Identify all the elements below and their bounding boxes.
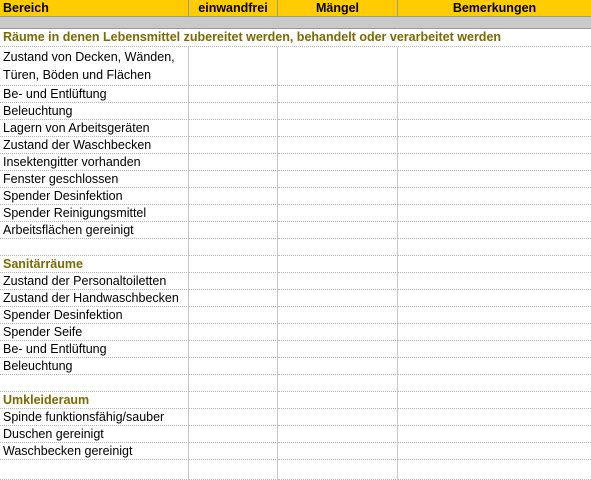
table-cell[interactable] bbox=[189, 17, 278, 29]
maengel-cell[interactable] bbox=[278, 120, 398, 137]
maengel-cell[interactable] bbox=[278, 341, 398, 358]
table-row bbox=[0, 205, 591, 222]
bemerkungen-cell[interactable] bbox=[398, 409, 591, 426]
table-row bbox=[0, 409, 591, 426]
maengel-cell[interactable] bbox=[278, 86, 398, 103]
bemerkungen-cell[interactable] bbox=[398, 86, 591, 103]
table-row bbox=[0, 426, 591, 443]
item-label[interactable]: Spender Reinigungsmittel bbox=[0, 205, 189, 222]
table-cell[interactable] bbox=[189, 460, 278, 480]
table-row bbox=[0, 171, 591, 188]
maengel-cell[interactable] bbox=[278, 273, 398, 290]
maengel-cell[interactable] bbox=[278, 47, 398, 86]
einwandfrei-cell[interactable] bbox=[189, 290, 278, 307]
header-bereich[interactable]: Bereich bbox=[0, 0, 189, 17]
table-row bbox=[0, 307, 591, 324]
bemerkungen-cell[interactable] bbox=[398, 154, 591, 171]
einwandfrei-cell[interactable] bbox=[189, 86, 278, 103]
item-label[interactable]: Beleuchtung bbox=[0, 358, 189, 375]
table-cell[interactable] bbox=[278, 375, 398, 392]
einwandfrei-cell[interactable] bbox=[189, 171, 278, 188]
item-label[interactable]: Spender Desinfektion bbox=[0, 188, 189, 205]
item-label[interactable]: Zustand der Personaltoiletten bbox=[0, 273, 189, 290]
item-label[interactable]: Be- und Entlüftung bbox=[0, 86, 189, 103]
bemerkungen-cell[interactable] bbox=[398, 273, 591, 290]
item-label[interactable]: Arbeitsflächen gereinigt bbox=[0, 222, 189, 239]
einwandfrei-cell[interactable] bbox=[189, 222, 278, 239]
einwandfrei-cell[interactable] bbox=[189, 273, 278, 290]
einwandfrei-cell[interactable] bbox=[189, 205, 278, 222]
bemerkungen-cell[interactable] bbox=[398, 324, 591, 341]
einwandfrei-cell[interactable] bbox=[189, 426, 278, 443]
maengel-cell[interactable] bbox=[278, 205, 398, 222]
maengel-cell[interactable] bbox=[278, 409, 398, 426]
empty-row bbox=[0, 239, 591, 256]
item-label[interactable]: Zustand von Decken, Wänden, Türen, Böden und Flächen bbox=[0, 47, 189, 86]
bemerkungen-cell[interactable] bbox=[398, 222, 591, 239]
bemerkungen-cell[interactable] bbox=[398, 307, 591, 324]
table-cell[interactable] bbox=[189, 392, 278, 409]
section-title-sanitaer[interactable]: Sanitärräume bbox=[0, 256, 189, 273]
table-row bbox=[0, 188, 591, 205]
bemerkungen-cell[interactable] bbox=[398, 205, 591, 222]
header-maengel[interactable]: Mängel bbox=[278, 0, 398, 17]
table-cell[interactable] bbox=[0, 239, 189, 256]
maengel-cell[interactable] bbox=[278, 443, 398, 460]
item-label[interactable]: Spender Seife bbox=[0, 324, 189, 341]
maengel-cell[interactable] bbox=[278, 188, 398, 205]
einwandfrei-cell[interactable] bbox=[189, 307, 278, 324]
empty-row bbox=[0, 460, 591, 480]
header-bemerkungen[interactable]: Bemerkungen bbox=[398, 0, 591, 17]
item-label[interactable]: Beleuchtung bbox=[0, 103, 189, 120]
table-cell[interactable] bbox=[398, 239, 591, 256]
bemerkungen-cell[interactable] bbox=[398, 443, 591, 460]
maengel-cell[interactable] bbox=[278, 307, 398, 324]
bemerkungen-cell[interactable] bbox=[398, 137, 591, 154]
item-label[interactable]: Insektengitter vorhanden bbox=[0, 154, 189, 171]
einwandfrei-cell[interactable] bbox=[189, 358, 278, 375]
table-cell[interactable] bbox=[189, 375, 278, 392]
maengel-cell[interactable] bbox=[278, 222, 398, 239]
table-row bbox=[0, 137, 591, 154]
item-label[interactable]: Fenster geschlossen bbox=[0, 171, 189, 188]
item-label[interactable]: Spender Desinfektion bbox=[0, 307, 189, 324]
section-title-row bbox=[0, 256, 591, 273]
einwandfrei-cell[interactable] bbox=[189, 47, 278, 86]
bemerkungen-cell[interactable] bbox=[398, 120, 591, 137]
table-cell[interactable] bbox=[189, 256, 278, 273]
table-row bbox=[0, 358, 591, 375]
table-cell[interactable] bbox=[278, 256, 398, 273]
section-title-row bbox=[0, 392, 591, 409]
bemerkungen-cell[interactable] bbox=[398, 171, 591, 188]
item-label[interactable]: Lagern von Arbeitsgeräten bbox=[0, 120, 189, 137]
einwandfrei-cell[interactable] bbox=[189, 409, 278, 426]
table-cell[interactable] bbox=[0, 17, 189, 29]
einwandfrei-cell[interactable] bbox=[189, 443, 278, 460]
table-row bbox=[0, 154, 591, 171]
table-cell[interactable] bbox=[398, 392, 591, 409]
section-title-row bbox=[0, 29, 591, 47]
table-cell[interactable] bbox=[398, 375, 591, 392]
bemerkungen-cell[interactable] bbox=[398, 188, 591, 205]
table-row bbox=[0, 222, 591, 239]
table-row bbox=[0, 120, 591, 137]
bemerkungen-cell[interactable] bbox=[398, 290, 591, 307]
header-einwandfrei[interactable]: einwandfrei bbox=[189, 0, 278, 17]
table-cell[interactable] bbox=[0, 375, 189, 392]
bemerkungen-cell[interactable] bbox=[398, 103, 591, 120]
item-label[interactable]: Waschbecken gereinigt bbox=[0, 443, 189, 460]
table-row bbox=[0, 103, 591, 120]
maengel-cell[interactable] bbox=[278, 154, 398, 171]
einwandfrei-cell[interactable] bbox=[189, 341, 278, 358]
bemerkungen-cell[interactable] bbox=[398, 358, 591, 375]
bemerkungen-cell[interactable] bbox=[398, 47, 591, 86]
einwandfrei-cell[interactable] bbox=[189, 103, 278, 120]
item-label[interactable]: Spinde funktionsfähig/sauber bbox=[0, 409, 189, 426]
table-row bbox=[0, 443, 591, 460]
table-cell[interactable] bbox=[398, 256, 591, 273]
maengel-cell[interactable] bbox=[278, 290, 398, 307]
maengel-cell[interactable] bbox=[278, 426, 398, 443]
maengel-cell[interactable] bbox=[278, 358, 398, 375]
section-title-lebensmittel[interactable]: Räume in denen Lebensmittel zubereitet werden, behandelt oder verarbeitet werden bbox=[0, 29, 591, 47]
einwandfrei-cell[interactable] bbox=[189, 324, 278, 341]
item-label[interactable]: Be- und Entlüftung bbox=[0, 341, 189, 358]
section-title-umkleide[interactable]: Umkleideraum bbox=[0, 392, 189, 409]
table-row bbox=[0, 86, 591, 103]
maengel-cell[interactable] bbox=[278, 324, 398, 341]
table-cell[interactable] bbox=[278, 17, 398, 29]
table-cell[interactable] bbox=[189, 239, 278, 256]
table-cell[interactable] bbox=[278, 460, 398, 480]
table-cell[interactable] bbox=[398, 17, 591, 29]
table-row bbox=[0, 273, 591, 290]
table-cell[interactable] bbox=[278, 239, 398, 256]
item-label[interactable]: Duschen gereinigt bbox=[0, 426, 189, 443]
maengel-cell[interactable] bbox=[278, 171, 398, 188]
table-row bbox=[0, 47, 591, 86]
table-cell[interactable] bbox=[278, 392, 398, 409]
table-row bbox=[0, 290, 591, 307]
einwandfrei-cell[interactable] bbox=[189, 188, 278, 205]
gray-separator-row bbox=[0, 17, 591, 29]
einwandfrei-cell[interactable] bbox=[189, 137, 278, 154]
bemerkungen-cell[interactable] bbox=[398, 341, 591, 358]
item-label[interactable]: Zustand der Handwaschbecken bbox=[0, 290, 189, 307]
item-label[interactable]: Zustand der Waschbecken bbox=[0, 137, 189, 154]
empty-row bbox=[0, 375, 591, 392]
einwandfrei-cell[interactable] bbox=[189, 120, 278, 137]
maengel-cell[interactable] bbox=[278, 103, 398, 120]
header-row bbox=[0, 0, 591, 17]
table-cell[interactable] bbox=[0, 460, 189, 480]
table-cell[interactable] bbox=[398, 460, 591, 480]
maengel-cell[interactable] bbox=[278, 137, 398, 154]
table-row bbox=[0, 341, 591, 358]
bemerkungen-cell[interactable] bbox=[398, 426, 591, 443]
einwandfrei-cell[interactable] bbox=[189, 154, 278, 171]
table-row bbox=[0, 324, 591, 341]
